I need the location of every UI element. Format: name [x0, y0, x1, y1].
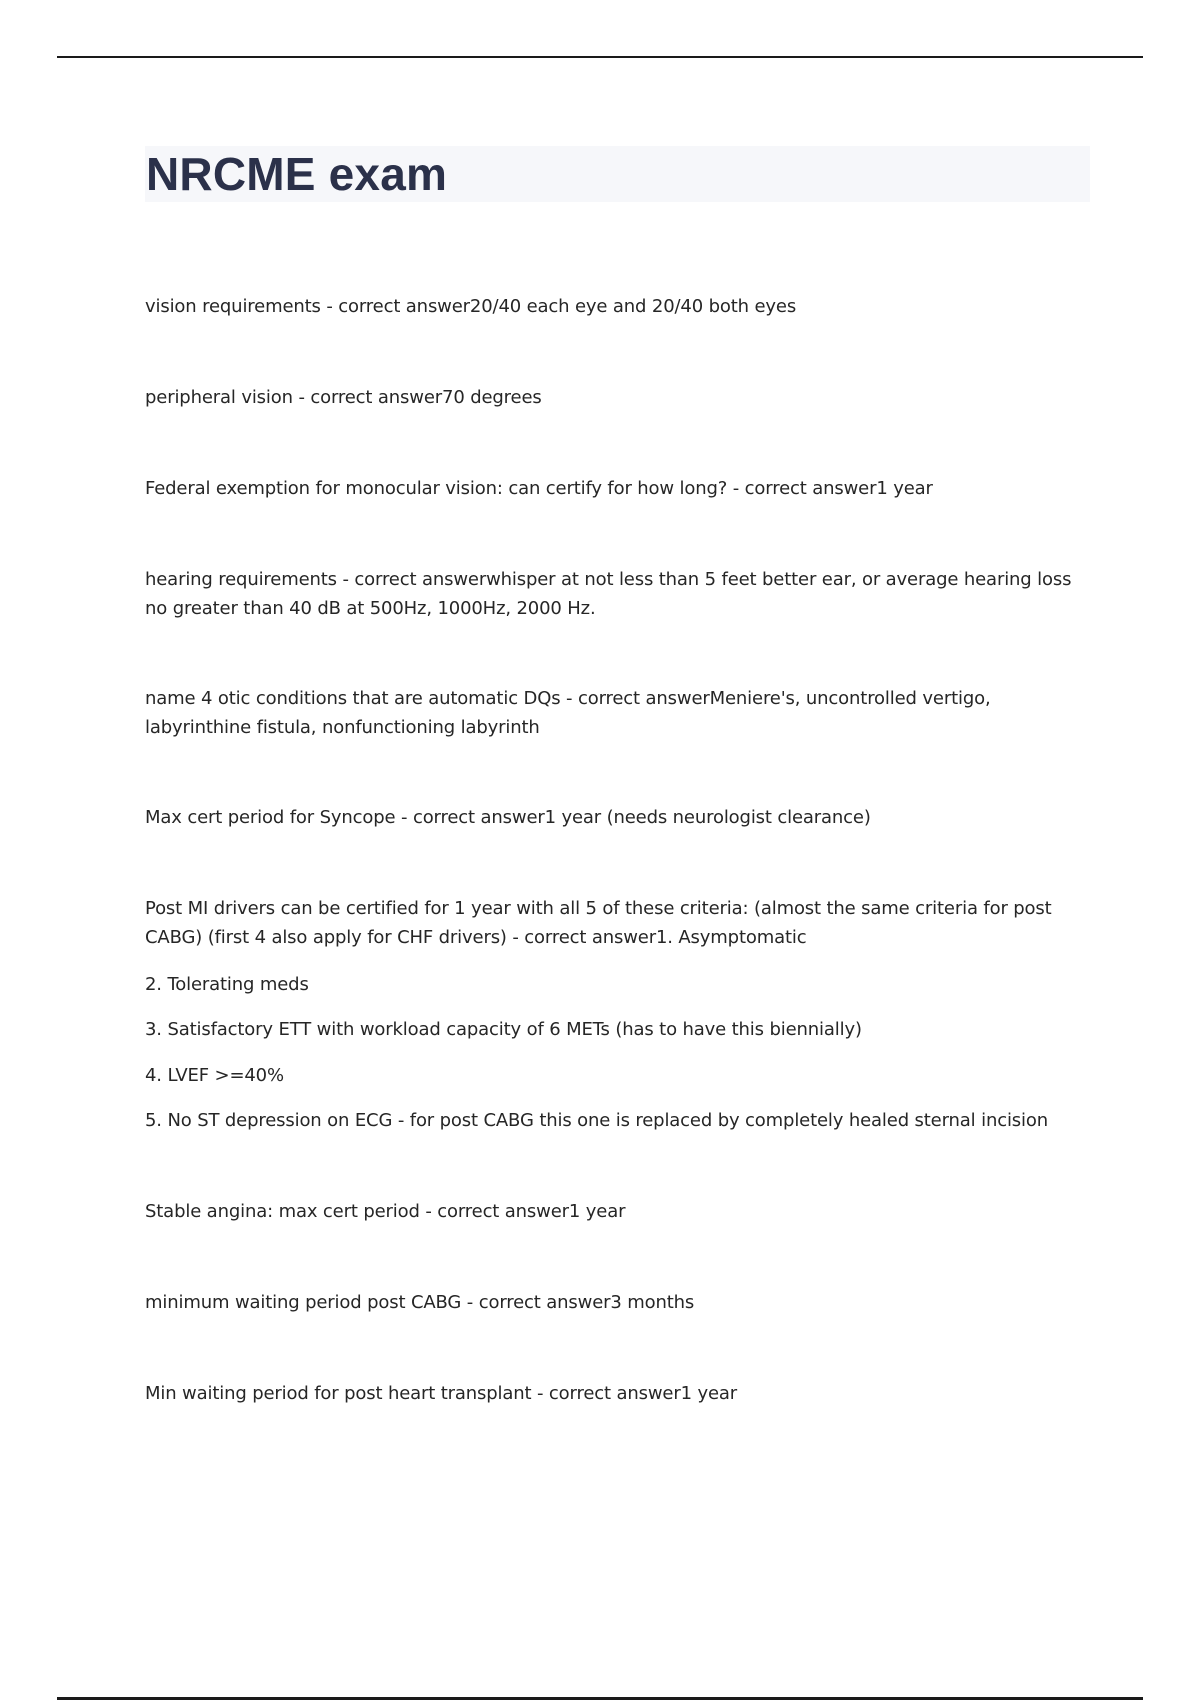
document-title: NRCME exam — [146, 148, 448, 200]
qa-vision-requirements: vision requirements - correct answer20/40 each eye and 20/40 both eyes — [145, 296, 797, 317]
top-rule — [57, 56, 1143, 58]
criteria-item: 3. Satisfactory ETT with workload capacity of 6 METs (has to have this biennially) — [145, 1019, 862, 1040]
qa-post-mi-criteria: Post MI drivers can be certified for 1 year with all 5 of these criteria: (almost the same criteria for post CABG) (first 4 also apply for CHF drivers) - correct answer1. Asymptomatic — [145, 898, 1052, 948]
qa-post-cabg-wait: minimum waiting period post CABG - correct answer3 months — [145, 1292, 695, 1313]
qa-otic-conditions: name 4 otic conditions that are automatic DQs - correct answerMeniere's, uncontrolled vertigo, labyrinthine fistula, nonfunctioning labyrinth — [145, 688, 991, 738]
qa-monocular-exemption: Federal exemption for monocular vision: can certify for how long? - correct answer1 year — [145, 478, 933, 499]
qa-heart-transplant-wait: Min waiting period for post heart transplant - correct answer1 year — [145, 1383, 738, 1404]
criteria-item: 2. Tolerating meds — [145, 974, 309, 995]
qa-peripheral-vision: peripheral vision - correct answer70 degrees — [145, 387, 542, 408]
criteria-item: 5. No ST depression on ECG - for post CABG this one is replaced by completely healed sternal incision — [145, 1110, 1048, 1131]
qa-stable-angina: Stable angina: max cert period - correct answer1 year — [145, 1201, 626, 1222]
criteria-item: 4. LVEF >=40% — [145, 1065, 284, 1086]
qa-syncope: Max cert period for Syncope - correct answer1 year (needs neurologist clearance) — [145, 807, 871, 828]
qa-hearing-requirements: hearing requirements - correct answerwhisper at not less than 5 feet better ear, or average hearing loss no greater than 40 dB at 500Hz, 1000Hz, 2000 Hz. — [145, 569, 1072, 619]
